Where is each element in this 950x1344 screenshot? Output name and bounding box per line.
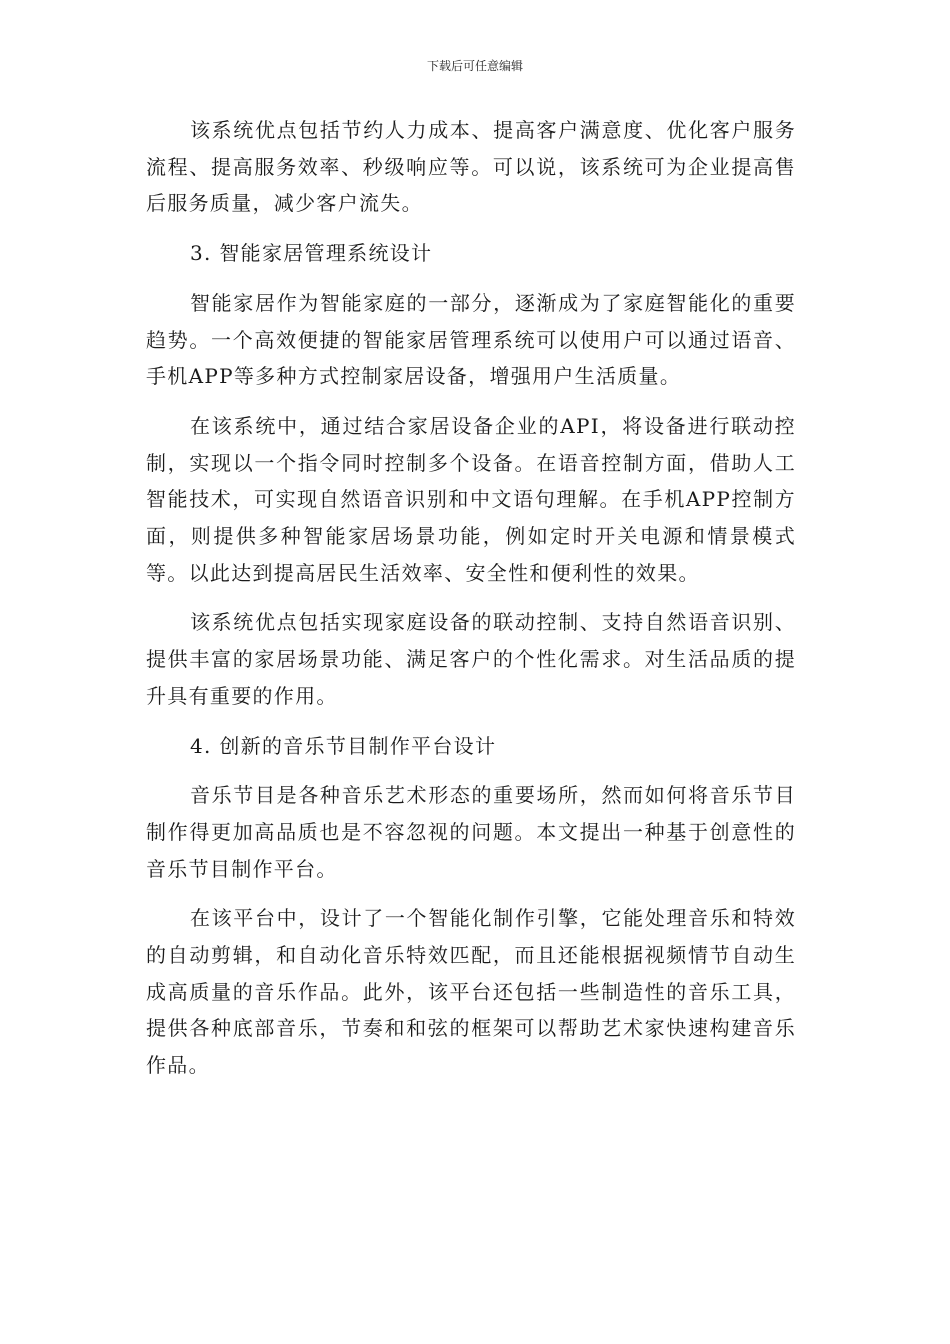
paragraph-system-advantages: 该系统优点包括节约人力成本、提高客户满意度、优化客户服务流程、提高服务效率、秒级响应等。可以说，该系统可为企业提高售后服务质量，减少客户流失。 bbox=[146, 118, 796, 216]
page-header: 下载后可任意编辑 bbox=[426, 59, 523, 73]
paragraph-smart-home-system: 在该系统中，通过结合家居设备企业的API，将设备进行联动控制，实现以一个指令同时控制多个设备。在语音控制方面，借助人工智能技术，可实现自然语音识别和中文语句理解。在手机APP控制方面，则提供多种智能家居场景功能，例如定时开关电源和情景模式等。以此达到提高居民生活效率、安全性和便利性的效果。 bbox=[146, 413, 796, 585]
paragraph-music-intro: 音乐节目是各种音乐艺术形态的重要场所，然而如何将音乐节目制作得更加高品质也是不容忽视的问题。本文提出一种基于创意性的音乐节目制作平台。 bbox=[146, 783, 796, 881]
paragraph-smart-home-intro: 智能家居作为智能家庭的一部分，逐渐成为了家庭智能化的重要趋势。一个高效便捷的智能家居管理系统可以使用户可以通过语音、手机APP等多种方式控制家居设备，增强用户生活质量。 bbox=[146, 290, 796, 389]
document-body bbox=[146, 112, 796, 1097]
section-heading-smart-home: 3. 智能家居管理系统设计 bbox=[190, 241, 433, 266]
paragraph-smart-home-advantages: 该系统优点包括实现家庭设备的联动控制、支持自然语音识别、提供丰富的家居场景功能、满足客户的个性化需求。对生活品质的提升具有重要的作用。 bbox=[146, 610, 796, 708]
paragraph-music-platform: 在该平台中，设计了一个智能化制作引擎，它能处理音乐和特效的自动剪辑，和自动化音乐特效匹配，而且还能根据视频情节自动生成高质量的音乐作品。此外，该平台还包括一些制造性的音乐工具，提供各种底部音乐，节奏和和弦的框架可以帮助艺术家快速构建音乐作品。 bbox=[146, 906, 796, 1078]
section-heading-music-platform: 4. 创新的音乐节目制作平台设计 bbox=[190, 733, 497, 758]
